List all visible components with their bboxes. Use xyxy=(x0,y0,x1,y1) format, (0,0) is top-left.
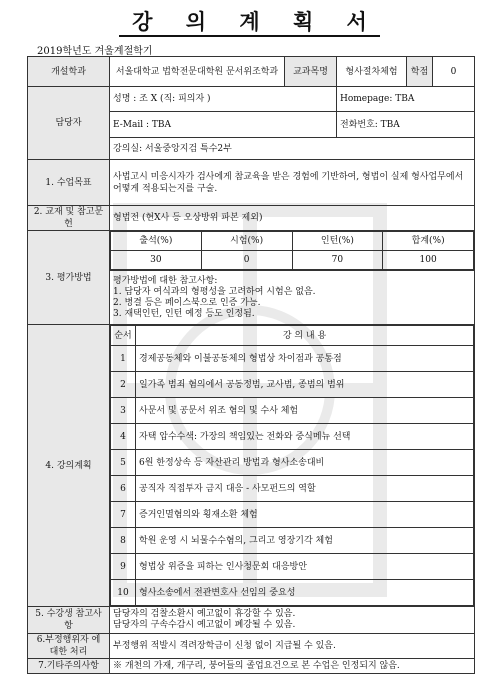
eval-value-intern: 70 xyxy=(292,251,383,270)
lecture-text: 학원 운영 시 뇌물수수혐의, 그리고 영장기각 체험 xyxy=(136,528,474,554)
lecture-row xyxy=(111,346,474,372)
instructor-phone: 전화번호: TBA xyxy=(337,112,475,138)
eval-note-3: 3. 재택인턴, 인턴 예정 등도 인정됨. xyxy=(113,308,255,319)
lecture-num: 10 xyxy=(111,580,136,606)
instructor-name: 성명 : 조 X (직: 피의자 ) xyxy=(110,87,337,112)
eval-note-2: 2. 병결 등은 페이스북으로 인증 가능. xyxy=(113,297,261,308)
lecture-num: 3 xyxy=(111,398,136,424)
eval-value-exam: 0 xyxy=(201,251,292,270)
lecture-row xyxy=(111,398,474,424)
lecture-num: 1 xyxy=(111,346,136,372)
lecture-text: 경제공동체와 이불공동체의 형법상 차이점과 공통점 xyxy=(136,346,474,372)
classroom: 강의실: 서울중앙지검 특수2부 xyxy=(110,138,475,160)
lecture-num-header: 순서 xyxy=(111,326,136,346)
lecture-num: 9 xyxy=(111,554,136,580)
eval-value-total: 100 xyxy=(383,251,474,270)
lectures-label: 4. 강의계획 xyxy=(28,325,110,607)
lecture-text: 6원 한정상속 등 자산관리 방법과 형사소송대비 xyxy=(136,450,474,476)
lecture-text: 형법상 위증을 피하는 인사청문회 대응방안 xyxy=(136,554,474,580)
student-note-2: 담당자의 구속수감시 예고없이 폐강될 수 있음. xyxy=(113,620,296,630)
evaluation-label: 3. 평가방법 xyxy=(28,231,110,325)
student-note-1: 담당자의 검찰소환시 예고없이 휴강할 수 있음. xyxy=(113,609,296,619)
lecture-text: 일가족 범죄 혐의에서 공동정범, 교사범, 종범의 범위 xyxy=(136,372,474,398)
misconduct-text: 부정행위 적발시 격려장학금이 신청 없이 지급될 수 있음. xyxy=(110,634,475,659)
lecture-text: 사문서 및 공문서 위조 혐의 및 수사 체험 xyxy=(136,398,474,424)
lecture-row xyxy=(111,580,474,606)
lecture-row xyxy=(111,476,474,502)
course-name-label: 교과목명 xyxy=(285,57,337,87)
lecture-num: 6 xyxy=(111,476,136,502)
misconduct-label: 6.부정행위자 에 대한 처리 xyxy=(28,634,110,659)
instructor-homepage: Homepage: TBA xyxy=(337,87,475,112)
lecture-row xyxy=(111,372,474,398)
other-notes-text: ※ 개천의 가재, 개구리, 붕어들의 졸업요건으로 본 수업은 인정되지 않음. xyxy=(110,659,475,674)
lecture-num: 2 xyxy=(111,372,136,398)
lecture-num: 7 xyxy=(111,502,136,528)
lecture-plan xyxy=(110,325,475,607)
lecture-text: 공직자 직접투자 금지 대응 - 사모펀드의 역할 xyxy=(136,476,474,502)
credit-label: 학점 xyxy=(407,57,433,87)
lecture-num: 5 xyxy=(111,450,136,476)
instructor-label: 담당자 xyxy=(28,87,110,160)
objectives-label: 1. 수업목표 xyxy=(28,160,110,206)
lecture-content-header: 강 의 내 용 xyxy=(136,326,474,346)
dept-value: 서울대학교 법학전문대학원 문서위조학과 xyxy=(110,57,285,87)
evaluation-notes xyxy=(110,271,475,325)
syllabus-table xyxy=(27,56,475,674)
textbook-label: 2. 교재 및 참고문헌 xyxy=(28,206,110,231)
eval-value-attendance: 30 xyxy=(111,251,202,270)
lecture-row xyxy=(111,528,474,554)
lecture-row xyxy=(111,554,474,580)
lecture-num: 4 xyxy=(111,424,136,450)
evaluation-grid xyxy=(110,231,475,271)
lecture-row xyxy=(111,502,474,528)
lecture-row xyxy=(111,424,474,450)
dept-label: 개설학과 xyxy=(28,57,110,87)
lecture-text: 형사소송에서 전관변호사 선임의 중요성 xyxy=(136,580,474,606)
lecture-num: 8 xyxy=(111,528,136,554)
eval-header-attendance: 출석(%) xyxy=(111,232,202,251)
course-name-value: 형사절차체험 xyxy=(337,57,407,87)
credit-value: 0 xyxy=(433,57,475,87)
eval-note-1: 1. 담당자 여식과의 형평성을 고려하여 시험은 없음. xyxy=(113,286,316,297)
textbook-text: 형법전 (현X사 등 오상방위 파본 제외) xyxy=(110,206,475,231)
eval-header-exam: 시험(%) xyxy=(201,232,292,251)
lecture-text: 증거인멸혐의와 횡재소환 체험 xyxy=(136,502,474,528)
other-notes-label: 7.기타주의사항 xyxy=(28,659,110,674)
document-title: 강 의 계 획 서 xyxy=(0,6,499,36)
lecture-row xyxy=(111,450,474,476)
lecture-text: 자택 압수수색: 가장의 책임있는 전화와 중식메뉴 선택 xyxy=(136,424,474,450)
eval-header-total: 합계(%) xyxy=(383,232,474,251)
semester-label: 2019학년도 겨울계절학기 xyxy=(37,46,153,57)
eval-note-heading: 평가방법에 대한 참고사항: xyxy=(113,275,218,286)
objectives-text: 사법고시 미응시자가 검사에게 참교육을 받은 경험에 기반하여, 형법이 실제 형사업무에서 어떻게 적용되는지를 구술. xyxy=(110,160,475,206)
student-notes-label: 5. 수강생 참고사항 xyxy=(28,607,110,634)
instructor-email: E-Mail : TBA xyxy=(110,112,337,138)
student-notes xyxy=(110,607,475,634)
eval-header-intern: 인턴(%) xyxy=(292,232,383,251)
